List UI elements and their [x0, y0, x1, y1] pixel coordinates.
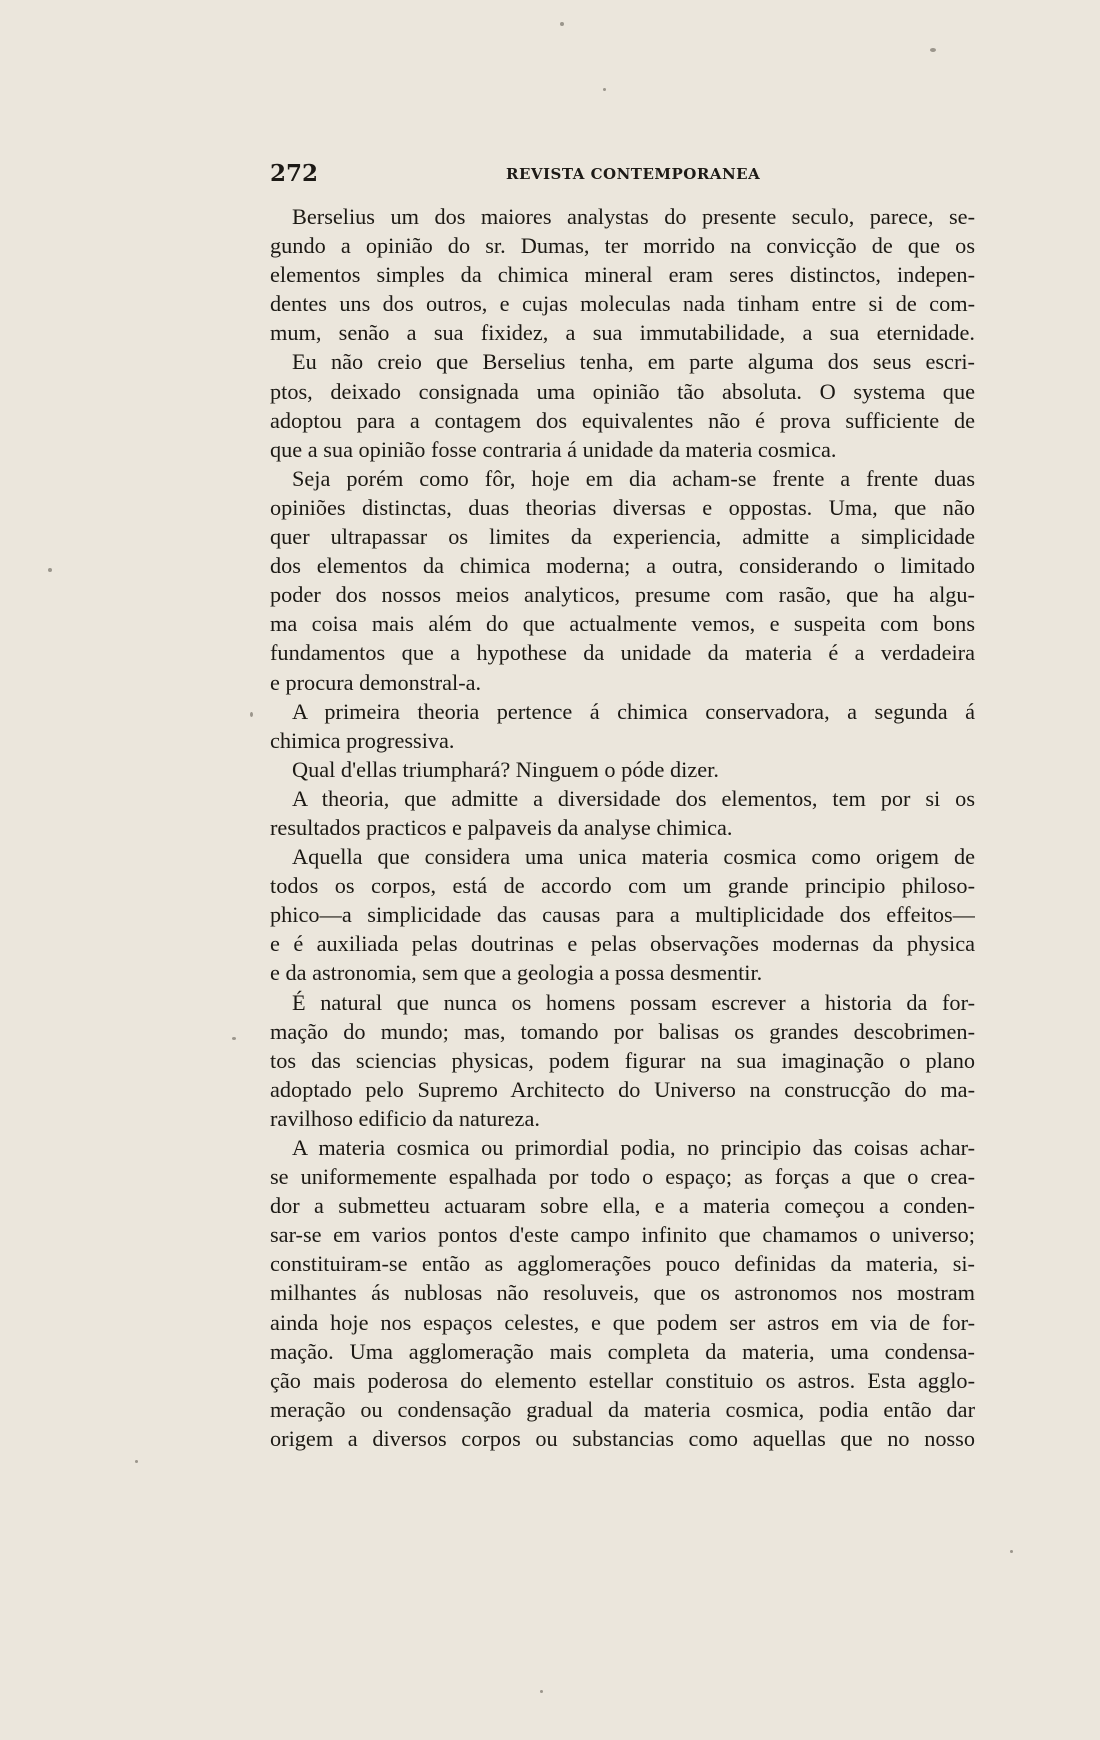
text-line: todos os corpos, está de accordo com um grande principio philoso- — [270, 873, 975, 899]
paper-speck — [560, 22, 564, 26]
text-line: dos elementos da chimica moderna; a outra, considerando o limitado — [270, 553, 975, 579]
text-line: adoptou para a contagem dos equivalentes não é prova sufficiente de — [270, 407, 975, 433]
text-line: elementos simples da chimica mineral eram seres distinctos, indepen- — [270, 262, 975, 288]
running-head: REVISTA CONTEMPORANEA — [506, 165, 761, 183]
text-line: que a sua opinião fosse contraria á unidade da materia cosmica. — [270, 436, 837, 462]
text-line: ma coisa mais além do que actualmente vemos, e suspeita com bons — [270, 611, 975, 637]
paper-speck — [135, 1460, 138, 1463]
text-line: ravilhoso edificio da natureza. — [270, 1105, 540, 1131]
text-line: mação do mundo; mas, tomando por balisas os grandes descobrimen- — [270, 1018, 975, 1044]
text-line: A primeira theoria pertence á chimica conservadora, a segunda á — [292, 698, 975, 724]
text-line: quer ultrapassar os limites da experiencia, admitte a simplicidade — [270, 524, 975, 550]
text-line: Qual d'ellas triumphará? Ninguem o póde dizer. — [292, 756, 719, 782]
text-line: gundo a opinião do sr. Dumas, ter morrido na convicção de que os — [270, 233, 975, 259]
page-header — [270, 160, 975, 190]
text-line: fundamentos que a hypothese da unidade da materia é a verdadeira — [270, 640, 975, 666]
text-line: ainda hoje nos espaços celestes, e que podem ser astros em via de for- — [270, 1309, 975, 1335]
paper-speck — [232, 1037, 236, 1040]
text-line: e da astronomia, sem que a geologia a possa desmentir. — [270, 960, 763, 986]
text-line: Berselius um dos maiores analystas do presente seculo, parece, se- — [292, 204, 975, 229]
text-line: resultados practicos e palpaveis da analyse chimica. — [270, 814, 733, 840]
text-line: poder dos nossos meios analyticos, presume com rasão, que ha algu- — [270, 582, 975, 608]
paper-speck — [930, 48, 936, 52]
text-line: mação. Uma agglomeração mais completa da materia, uma condensa- — [270, 1338, 975, 1364]
text-line: dentes uns dos outros, e cujas moleculas nada tinham entre si de com- — [270, 291, 975, 317]
text-line: milhantes ás nublosas não resoluveis, que os astronomos nos mostram — [270, 1280, 975, 1306]
text-line: A theoria, que admitte a diversidade dos elementos, tem por si os — [292, 785, 975, 811]
paper-speck — [1010, 1550, 1013, 1553]
text-line: adoptado pelo Supremo Architecto do Universo na construcção do ma- — [270, 1076, 975, 1102]
paper-speck — [250, 712, 253, 717]
text-line: Aquella que considera uma unica materia cosmica como origem de — [292, 844, 975, 870]
text-line: É natural que nunca os homens possam escrever a historia da for- — [292, 989, 975, 1015]
text-line: sar-se em varios pontos d'este campo infinito que chamamos o universo; — [270, 1222, 975, 1248]
text-line: dor a submetteu actuaram sobre ella, e a materia começou a conden- — [270, 1193, 975, 1219]
text-line: origem a diversos corpos ou substancias como aquellas que no nosso — [270, 1425, 975, 1451]
paper-speck — [48, 568, 52, 572]
text-line: constituiram-se então as agglomerações pouco definidas da materia, si- — [270, 1251, 975, 1277]
text-line: se uniformemente espalhada por todo o espaço; as forças a que o crea- — [270, 1164, 975, 1190]
text-line: e procura demonstral-a. — [270, 669, 482, 695]
text-line: phico—a simplicidade das causas para a multiplicidade dos effeitos— — [270, 902, 975, 928]
text-line: e é auxiliada pelas doutrinas e pelas observações modernas da physica — [270, 931, 975, 957]
text-line: A materia cosmica ou primordial podia, no principio das coisas achar- — [292, 1135, 975, 1160]
paper-speck — [540, 1690, 543, 1693]
text-line: Eu não creio que Berselius tenha, em parte alguma dos seus escri- — [292, 349, 975, 375]
text-line: tos das sciencias physicas, podem figurar na sua imaginação o plano — [270, 1047, 975, 1073]
page-number: 272 — [270, 160, 319, 187]
text-line: Seja porém como fôr, hoje em dia acham-se frente a frente duas — [292, 465, 975, 491]
text-line: ção mais poderosa do elemento estellar constituio os astros. Esta agglo- — [270, 1367, 975, 1393]
text-line: ptos, deixado consignada uma opinião tão absoluta. O systema que — [270, 378, 975, 404]
paper-speck — [603, 88, 606, 91]
body-text — [270, 202, 975, 1453]
text-line: chimica progressiva. — [270, 727, 455, 753]
text-line: meração ou condensação gradual da materia cosmica, podia então dar — [270, 1396, 975, 1422]
text-line: opiniões distinctas, duas theorias diversas e oppostas. Uma, que não — [270, 494, 975, 520]
text-line: mum, senão a sua fixidez, a sua immutabilidade, a sua eternidade. — [270, 320, 975, 346]
